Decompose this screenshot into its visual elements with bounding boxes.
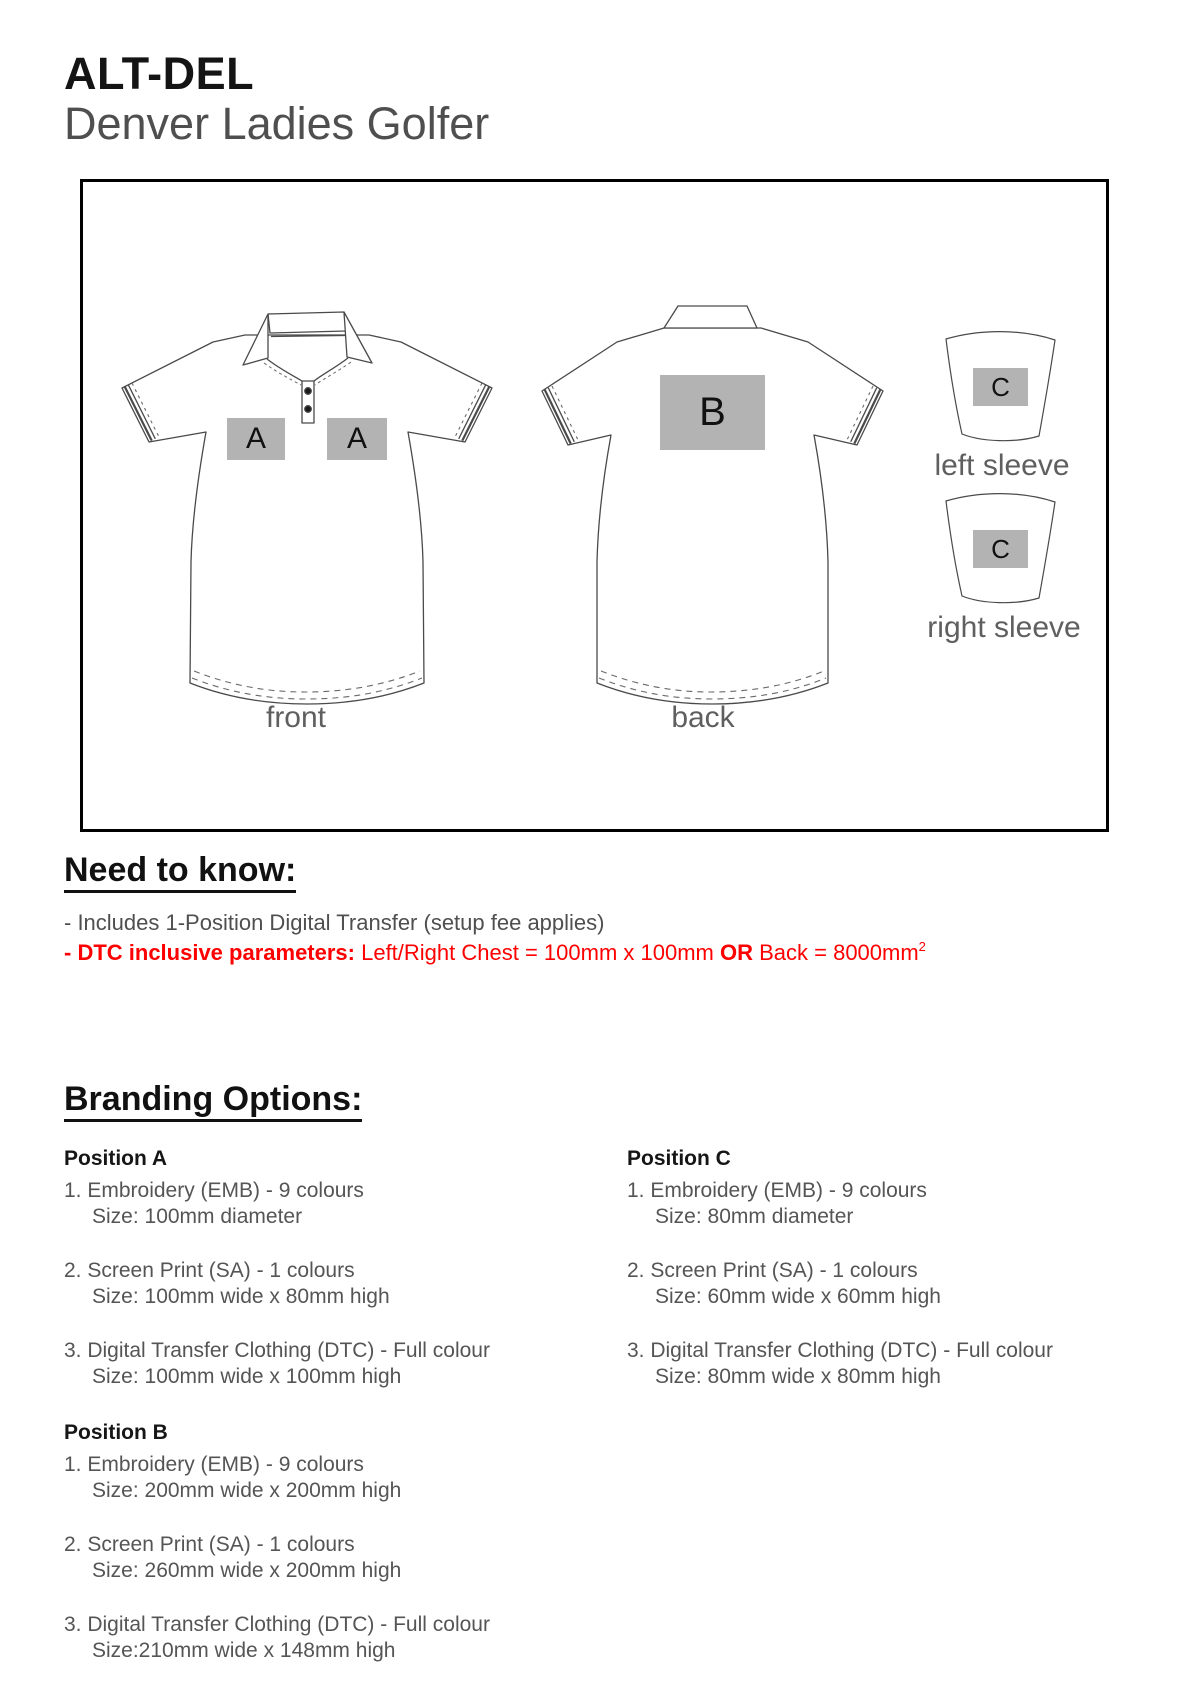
- branding-options-heading: Branding Options:: [64, 1080, 362, 1122]
- back-view-label: back: [671, 701, 735, 734]
- left-sleeve-label: left sleeve: [934, 449, 1070, 482]
- position-marker-back: B: [660, 375, 765, 450]
- collar-band: [268, 312, 346, 333]
- position-marker-right-sleeve: C: [973, 530, 1028, 568]
- position-marker-chest-right: A: [327, 418, 387, 460]
- branding-option: 3. Digital Transfer Clothing (DTC) - Full colour Size: 80mm wide x 80mm high: [627, 1339, 1053, 1388]
- position-b-title: Position B: [64, 1421, 168, 1444]
- position-marker-chest-left: A: [227, 418, 285, 460]
- branding-options-left-column: [64, 1146, 604, 1692]
- front-shirt-drawing: [118, 297, 494, 712]
- product-code-title: ALT-DEL: [64, 48, 255, 99]
- branding-option: 1. Embroidery (EMB) - 9 colours Size: 80mm diameter: [627, 1179, 927, 1228]
- right-sleeve-label: right sleeve: [927, 611, 1081, 644]
- branding-option: 2. Screen Print (SA) - 1 colours Size: 100mm wide x 80mm high: [64, 1259, 390, 1308]
- branding-option: 2. Screen Print (SA) - 1 colours Size: 260mm wide x 200mm high: [64, 1533, 402, 1582]
- branding-option: 1. Embroidery (EMB) - 9 colours Size: 100mm diameter: [64, 1179, 364, 1228]
- position-a-section: [64, 1146, 604, 1390]
- position-marker-left-sleeve: C: [973, 368, 1028, 406]
- branding-option: 3. Digital Transfer Clothing (DTC) - Full colour Size:210mm wide x 148mm high: [64, 1613, 490, 1662]
- branding-option: 2. Screen Print (SA) - 1 colours Size: 60mm wide x 60mm high: [627, 1259, 941, 1308]
- button: [305, 406, 312, 413]
- need-to-know-heading: Need to know:: [64, 851, 296, 893]
- position-a-title: Position A: [64, 1147, 168, 1170]
- button: [305, 388, 312, 395]
- position-c-section: [627, 1146, 1167, 1390]
- back-shirt-drawing: [535, 297, 895, 712]
- branding-option: 1. Embroidery (EMB) - 9 colours Size: 200mm wide x 200mm high: [64, 1453, 402, 1502]
- need-to-know-line1: - Includes 1-Position Digital Transfer (setup fee applies): [64, 910, 605, 935]
- position-c-title: Position C: [627, 1147, 731, 1170]
- need-to-know-line2: - DTC inclusive parameters: Left/Right Chest = 100mm x 100mm OR Back = $8000mm^2$: [64, 939, 926, 965]
- squared-superscript: 2: [918, 939, 926, 954]
- branding-options-right-column: [627, 1146, 1167, 1418]
- front-view-label: front: [265, 701, 327, 734]
- dtc-parameters-label: - DTC inclusive parameters:: [64, 940, 355, 965]
- position-b-section: [64, 1420, 604, 1664]
- back-collar: [664, 306, 757, 328]
- product-name-subtitle: Denver Ladies Golfer: [64, 98, 490, 149]
- branding-option: 3. Digital Transfer Clothing (DTC) - Full colour Size: 100mm wide x 100mm high: [64, 1339, 490, 1388]
